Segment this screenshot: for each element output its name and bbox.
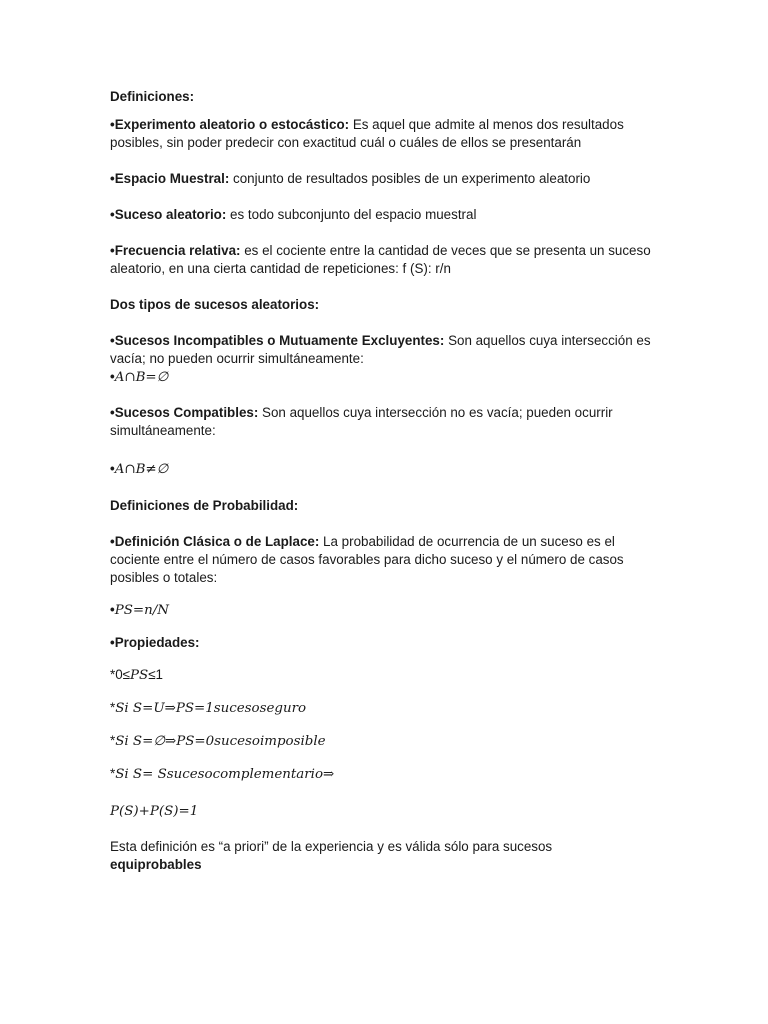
text-suceso: es todo subconjunto del espacio muestral — [226, 207, 477, 222]
propiedad-4 — [110, 765, 658, 784]
def-suceso-aleatorio — [110, 206, 658, 224]
bullet: • — [110, 602, 115, 617]
bullet: • — [110, 369, 115, 384]
propiedad-1 — [110, 666, 658, 685]
term-laplace: •Definición Clásica o de Laplace: — [110, 534, 320, 549]
term-compatibles: •Sucesos Compatibles: — [110, 405, 259, 420]
prop5-formula: P(S)+P(S)=1 — [110, 804, 199, 819]
def-experimento — [110, 116, 658, 152]
def-frecuencia-relativa — [110, 242, 658, 278]
term-experimento: •Experimento aleatorio o estocástico: — [110, 117, 350, 132]
text-experimento: Es aquel que admite al menos dos resultados posibles, sin poder predecir con exactitud cuál o cuáles de ellos se presentarán — [110, 117, 624, 150]
term-frecuencia: •Frecuencia relativa: — [110, 243, 241, 258]
nota-final-text: Esta definición es “a priori” de la experiencia y es válida sólo para sucesos — [110, 839, 553, 854]
term-suceso: •Suceso aleatorio: — [110, 207, 227, 222]
prop4-formula: Si S= Ssucesocomplementario⇒ — [115, 767, 335, 782]
prop3-formula: Si S=∅⇒PS=0sucesoimposible — [115, 734, 326, 749]
prop1-formula: PS — [130, 668, 149, 683]
formula-ps-line — [110, 601, 658, 620]
propiedad-2 — [110, 699, 658, 718]
propiedad-5 — [110, 802, 658, 821]
prop1-end: ≤1 — [148, 667, 163, 682]
term-incompatibles: •Sucesos Incompatibles o Mutuamente Excluyentes: — [110, 333, 445, 348]
prop4-star: * — [110, 766, 116, 781]
def-incompatibles — [110, 332, 658, 368]
prop1-start: *0≤ — [110, 667, 131, 682]
def-espacio-muestral — [110, 170, 658, 188]
term-espacio: •Espacio Muestral: — [110, 171, 230, 186]
nota-final — [110, 838, 658, 874]
text-frecuencia: es el cociente entre la cantidad de veces que se presenta un suceso aleatorio, en una cierta cantidad de repeticiones: f (S): r/n — [110, 243, 651, 276]
prop3-star: * — [110, 733, 116, 748]
text-incompatibles: Son aquellos cuya intersección es vacía; no pueden ocurrir simultáneamente: — [110, 333, 651, 366]
formula-compatibles: A∩B≠∅ — [114, 462, 169, 477]
nota-final-equiprobables: equiprobables — [110, 857, 202, 872]
propiedad-3 — [110, 732, 658, 751]
def-laplace — [110, 533, 658, 587]
bullet: • — [110, 461, 115, 476]
text-laplace: La probabilidad de ocurrencia de un suceso es el cociente entre el número de casos favorables para dicho suceso y el número de casos posibles o totales: — [110, 534, 624, 585]
prop2-formula: Si S=U⇒PS=1sucesoseguro — [115, 701, 307, 716]
formula-ps: PS=n/N — [114, 603, 169, 618]
heading-definiciones-probabilidad: Definiciones de Probabilidad: — [110, 498, 299, 513]
formula-incompatibles: A∩B=∅ — [114, 370, 169, 385]
heading-tipos-sucesos: Dos tipos de sucesos aleatorios: — [110, 297, 320, 312]
prop2-star: * — [110, 700, 116, 715]
heading-definiciones: Definiciones: — [110, 89, 195, 104]
text-espacio: conjunto de resultados posibles de un experimento aleatorio — [229, 171, 591, 186]
text-compatibles: Son aquellos cuya intersección no es vacía; pueden ocurrir simultáneamente: — [110, 405, 613, 438]
def-compatibles — [110, 404, 658, 440]
formula-incompatibles-line — [110, 368, 658, 387]
formula-compatibles-line — [110, 460, 658, 479]
heading-propiedades: •Propiedades: — [110, 635, 200, 650]
